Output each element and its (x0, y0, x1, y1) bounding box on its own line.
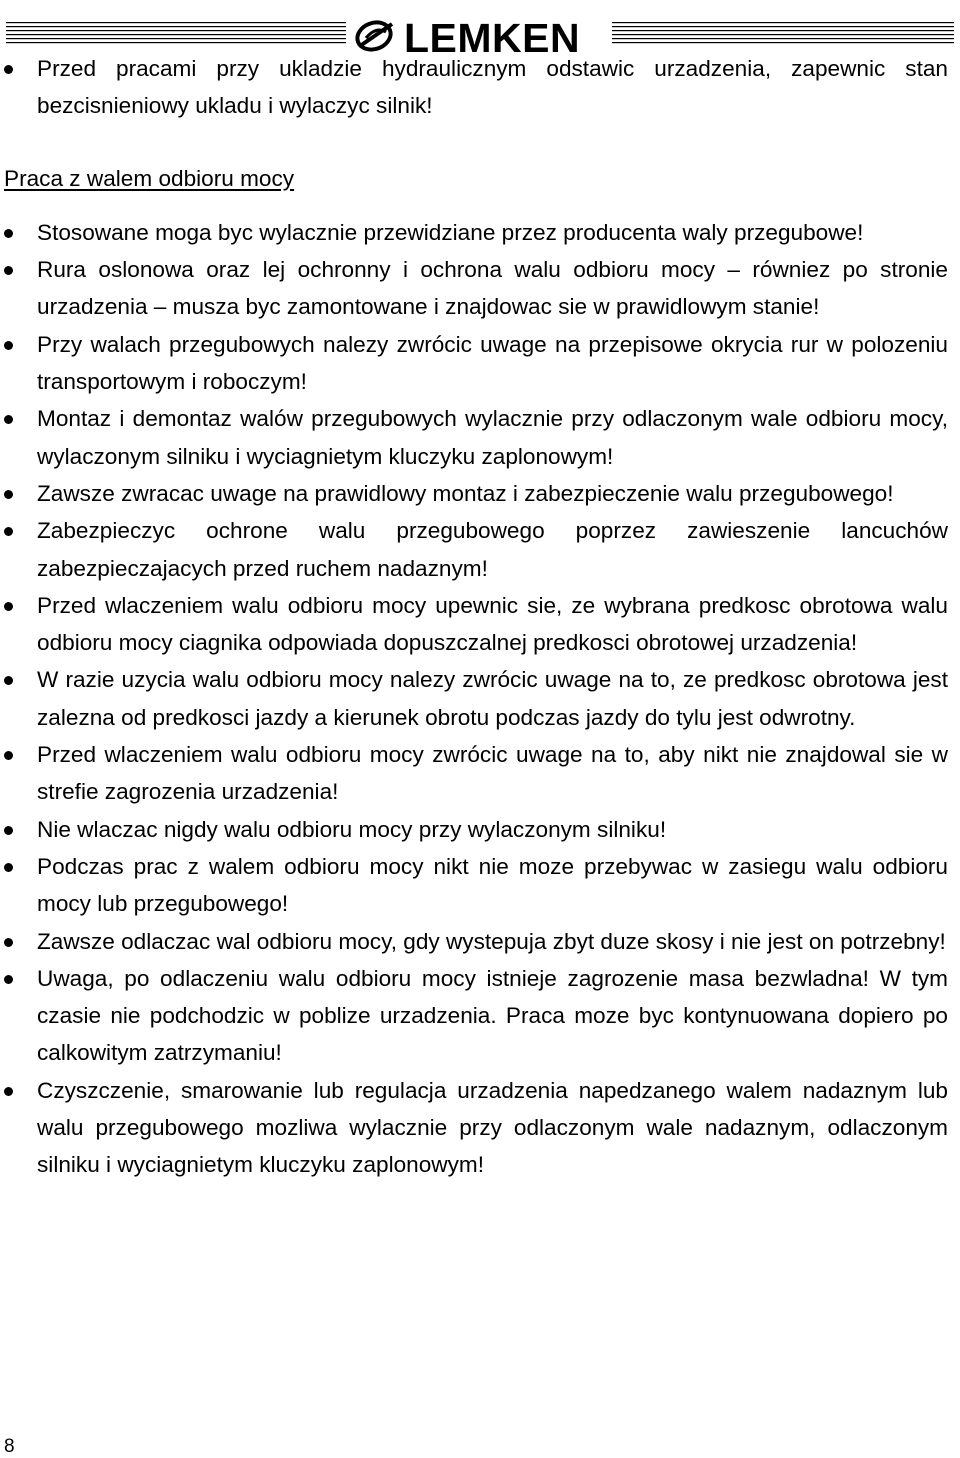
bullet-icon (4, 826, 13, 835)
list-item (0, 1072, 960, 1184)
list-item (0, 923, 960, 960)
bullet-icon (4, 490, 13, 499)
bullet-icon (4, 863, 13, 872)
list-item (0, 512, 960, 587)
list-item (0, 251, 960, 326)
list-item-text: Przed pracami przy ukladzie hydraulicznym odstawic urzadzenia, zapewnic stan bezcisnieniowy ukladu i wylaczyc silnik! (37, 56, 948, 119)
bullet-icon (4, 229, 13, 238)
bullet-icon (4, 751, 13, 760)
bullet-icon (4, 65, 13, 74)
list-item (0, 661, 960, 736)
logo-emblem-icon (354, 18, 394, 54)
bullet-icon (4, 1087, 13, 1096)
bullet-icon (4, 602, 13, 611)
bullet-icon (4, 676, 13, 685)
list-item (0, 475, 960, 512)
list-item-text: Stosowane moga byc wylacznie przewidziane przez producenta waly przegubowe! (37, 219, 864, 245)
list-item-text: Czyszczenie, smarowanie lub regulacja urzadzenia napedzanego walem nadaznym lub walu przegubowego mozliwa wylacznie przy odlaczonym wale nadaznym, odlaczonym silniku i wyciagnietym kluczyku zaplonowym! (37, 1077, 948, 1178)
list-item (0, 848, 960, 923)
bullet-icon (4, 527, 13, 536)
list-item-text: Przed wlaczeniem walu odbioru mocy upewnic sie, ze wybrana predkosc obrotowa walu odbioru mocy ciagnika odpowiada dopuszczalnej predkosci obrotowej urzadzenia! (37, 592, 948, 656)
list-item-text: Zawsze zwracac uwage na prawidlowy montaz i zabezpieczenie walu przegubowego! (37, 480, 894, 506)
list-item-text: Przy walach przegubowych nalezy zwrócic uwage na przepisowe okrycia rur w polozeniu transportowym i roboczym! (37, 331, 948, 395)
list-item (0, 736, 960, 811)
list-item-text: Przed wlaczeniem walu odbioru mocy zwrócic uwage na to, aby nikt nie znajdowal sie w strefie zagrozenia urzadzenia! (37, 742, 948, 805)
list-item-text: Nie wlaczac nigdy walu odbioru mocy przy wylaczonym silniku! (37, 816, 667, 842)
list-item (0, 214, 960, 251)
svg-text:LEMKEN: LEMKEN (404, 16, 581, 56)
list-item-text: Montaz i demontaz walów przegubowych wylacznie przy odlaczonym wale odbioru mocy, wylaczonym silniku i wyciagnietym kluczyku zaplonowym! (37, 406, 948, 469)
list-item (0, 326, 960, 401)
list-item-text: W razie uzycia walu odbioru mocy nalezy zwrócic uwage na to, ze predkosc obrotowa jest zalezna od predkosci jazdy a kierunek obrotu podczas jazdy do tylu jest odwrotny. (37, 667, 948, 730)
bullet-list (0, 214, 960, 1184)
list-item (0, 960, 960, 1072)
header-rule-right (612, 20, 954, 44)
list-item (0, 811, 960, 848)
list-item (0, 400, 960, 475)
section-heading: Praca z walem odbioru mocy (4, 165, 295, 191)
list-item-text: Zawsze odlaczac wal odbioru mocy, gdy wystepuja zbyt duze skosy i nie jest on potrzebny! (37, 928, 946, 954)
page-number: 8 (4, 1436, 15, 1457)
list-item (0, 50, 960, 125)
list-item-text: Podczas prac z walem odbioru mocy nikt nie moze przebywac w zasiegu walu odbioru mocy lub przegubowego! (37, 853, 948, 917)
bullet-icon (4, 341, 13, 350)
header-rule-left (6, 20, 346, 44)
bullet-icon (4, 938, 13, 947)
bullet-icon (4, 415, 13, 424)
list-item-text: Rura oslonowa oraz lej ochronny i ochrona walu odbioru mocy – równiez po stronie urzadzenia – musza byc zamontowane i znajdowac sie w prawidlowym stanie! (37, 257, 948, 320)
bullet-icon (4, 266, 13, 275)
page-body (0, 50, 960, 1184)
list-item (0, 587, 960, 662)
list-item-text: Uwaga, po odlaczeniu walu odbioru mocy istnieje zagrozenie masa bezwladna! W tym czasie nie podchodzic w poblize urzadzenia. Praca moze byc kontynuowana dopiero po calkowitym zatrzymaniu! (37, 965, 948, 1066)
bullet-icon (4, 975, 13, 984)
list-item-text: Zabezpieczyc ochrone walu przegubowego poprzez zawieszenie lancuchów zabezpieczajacych przed ruchem nadaznym! (37, 518, 948, 581)
